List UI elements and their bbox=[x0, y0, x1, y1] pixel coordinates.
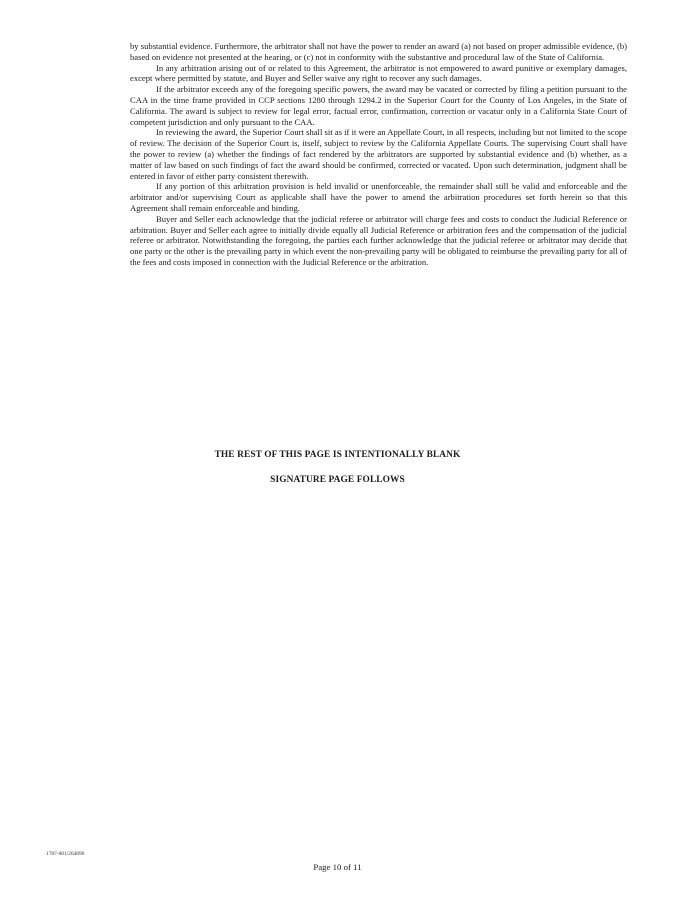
intentionally-blank-notice: THE REST OF THIS PAGE IS INTENTIONALLY BLANK bbox=[214, 450, 461, 460]
paragraph-vacate-award: If the arbitrator exceeds any of the foregoing specific powers, the award may be vacated or corrected by filing a petition pursuant to the CAA in the time frame provided in CCP sections 1280 through 1294.2 in the Superior Court for the County of Los Angeles, in the State of California. The award is subject to review for legal error, factual error, confirmation, correction or vacatur only in a California State Court of competent jurisdiction and only pursuant to the CAA. bbox=[130, 84, 627, 127]
document-id: 1787-001/264890 bbox=[46, 851, 85, 857]
page-number: Page 10 of 11 bbox=[313, 862, 362, 872]
paragraph-fees-costs: Buyer and Seller each acknowledge that the judicial referee or arbitrator will charge fees and costs to conduct the Judicial Reference or arbitration. Buyer and Seller each agree to initially divide equally all Judicial Reference or arbitration fees and the compensation of the judicial referee or arbitrator. Notwithstanding the foregoing, the parties each further acknowledge that the judicial referee or arbitrator may decide that one party or the other is the prevailing party in which event the non-prevailing party will be obligated to reimburse the prevailing party for all of the fees and costs imposed in connection with the Judicial Reference or the arbitration. bbox=[130, 213, 627, 267]
paragraph-review-award: In reviewing the award, the Superior Court shall sit as if it were an Appellate Court, in all respects, including but not limited to the scope of review. The decision of the Superior Court is, itself, subject to review by the California Appellate Courts. The supervising Court shall have the power to review (a) whether the findings of fact rendered by the arbitrators are supported by substantial evidence and (b) whether, as a matter of law based on such findings of fact the award should be confirmed, corrected or vacated. Upon such determination, judgment shall be entered in favor of either party consistent therewith. bbox=[130, 127, 627, 181]
agreement-body bbox=[130, 41, 627, 268]
signature-page-notice: SIGNATURE PAGE FOLLOWS bbox=[270, 475, 405, 485]
paragraph-punitive-damages: In any arbitration arising out of or related to this Agreement, the arbitrator is not empowered to award punitive or exemplary damages, except where permitted by statute, and Buyer and Seller waive any right to recover any such damages. bbox=[130, 62, 627, 84]
paragraph-continuation: by substantial evidence. Furthermore, the arbitrator shall not have the power to render an award (a) not based on proper admissible evidence, (b) based on evidence not presented at the hearing, or (c) not in conformity with the substantive and procedural law of the State of California. bbox=[130, 41, 627, 62]
paragraph-severability: If any portion of this arbitration provision is held invalid or unenforceable, the remainder shall still be valid and enforceable and the arbitrator and/or supervising Court as applicable shall have the power to amend the arbitration procedures set forth herein so that this Agreement shall remain enforceable and binding. bbox=[130, 181, 627, 213]
